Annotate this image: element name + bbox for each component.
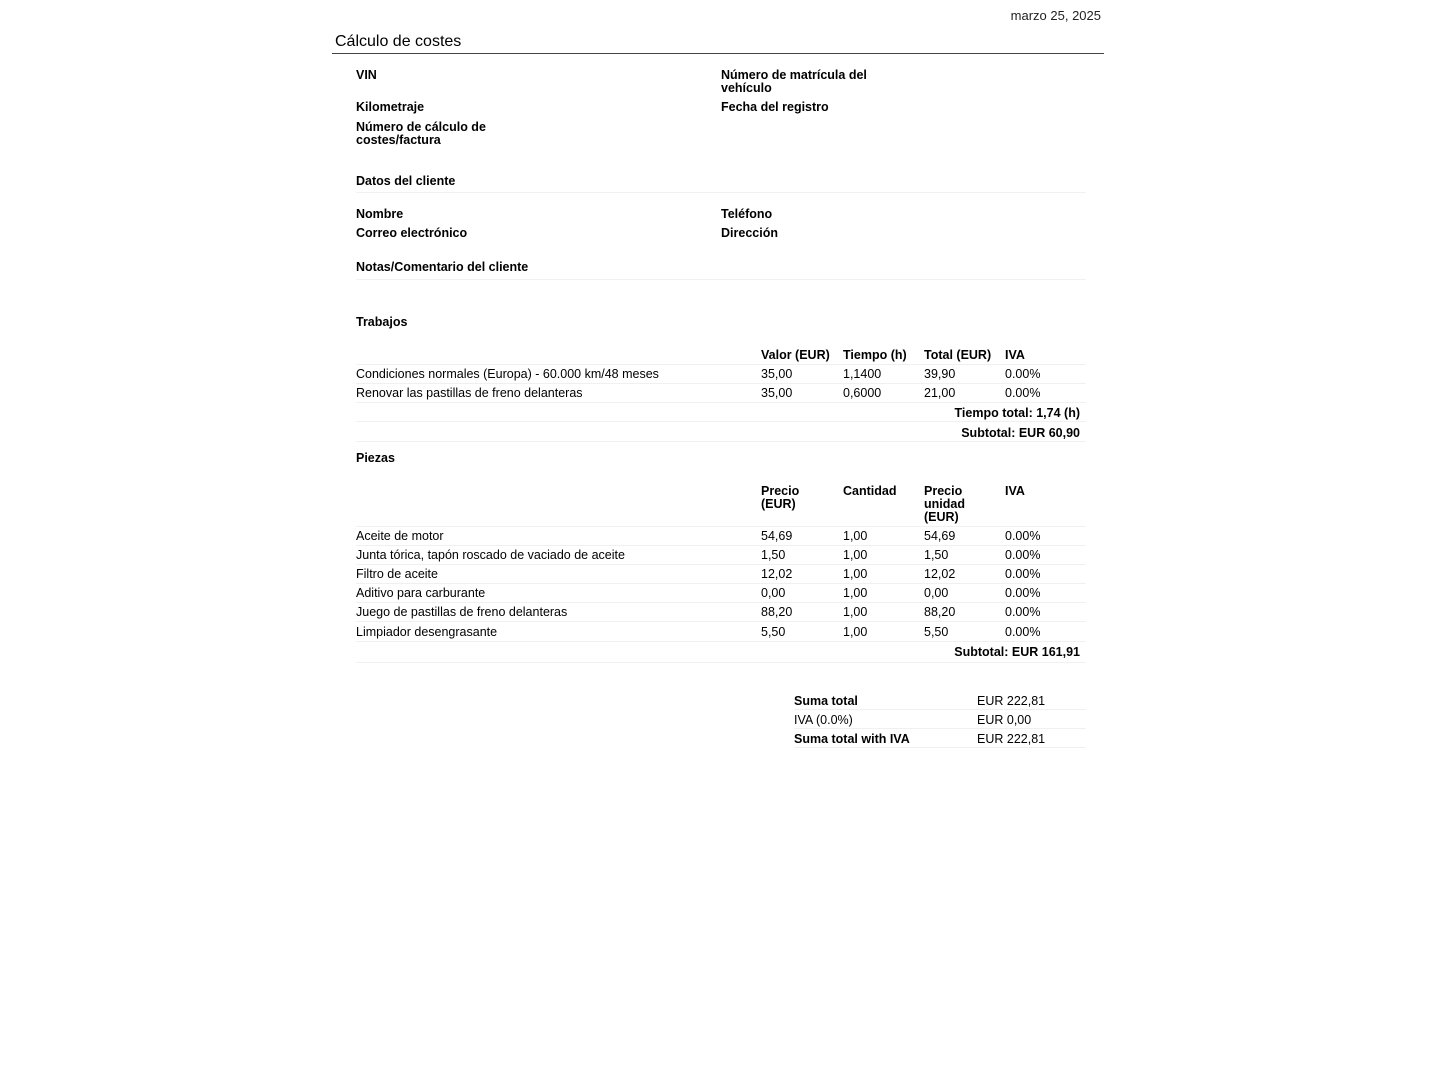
parts-row-qty: 1,00 [843, 548, 868, 562]
parts-row-price: 5,50 [761, 625, 786, 639]
plate-label: Número de matrícula del vehículo [721, 68, 867, 95]
parts-row-unit: 54,69 [924, 529, 956, 543]
parts-row-rule [356, 583, 1086, 584]
parts-subtotal-rule [356, 662, 1086, 663]
parts-row-price: 0,00 [761, 586, 786, 600]
parts-row-rule [356, 621, 1086, 622]
work-col-vat: IVA [1005, 348, 1025, 362]
work-col-time: Tiempo (h) [843, 348, 907, 362]
parts-row-vat: 0.00% [1005, 586, 1041, 600]
work-col-total: Total (EUR) [924, 348, 992, 362]
work-section-title: Trabajos [356, 315, 408, 329]
client-email-label: Correo electrónico [356, 226, 468, 240]
parts-row-price: 54,69 [761, 529, 793, 543]
parts-row-vat: 0.00% [1005, 605, 1041, 619]
sum-total-value: EUR 222,81 [977, 694, 1046, 708]
parts-row-desc: Juego de pastillas de freno delanteras [356, 605, 568, 619]
work-row-desc: Renovar las pastillas de freno delanteras [356, 386, 583, 400]
parts-row-price: 12,02 [761, 567, 793, 581]
parts-col-unit-price: Precio unidad (EUR) [924, 484, 965, 524]
client-name-label: Nombre [356, 207, 404, 221]
work-row-time: 0,6000 [843, 386, 882, 400]
work-total-rule [356, 421, 1086, 422]
work-row-desc: Condiciones normales (Europa) - 60.000 km/48 meses [356, 367, 659, 381]
work-col-value: Valor (EUR) [761, 348, 830, 362]
parts-row-vat: 0.00% [1005, 548, 1041, 562]
parts-row-unit: 0,00 [924, 586, 949, 600]
sum-total-vat-label: Suma total with IVA [794, 732, 910, 746]
parts-row-vat: 0.00% [1005, 529, 1041, 543]
parts-row-desc: Limpiador desengrasante [356, 625, 498, 639]
parts-row-unit: 88,20 [924, 605, 956, 619]
sum-total-label: Suma total [794, 694, 858, 708]
parts-row-unit: 5,50 [924, 625, 949, 639]
parts-row-rule [356, 564, 1086, 565]
work-row-vat: 0.00% [1005, 367, 1041, 381]
parts-row-rule [356, 545, 1086, 546]
work-total-time: Tiempo total: 1,74 (h) [954, 406, 1080, 420]
parts-section-title: Piezas [356, 451, 395, 465]
parts-row-price: 88,20 [761, 605, 793, 619]
vin-label: VIN [356, 68, 377, 82]
work-subtotal: Subtotal: EUR 60,90 [961, 426, 1080, 440]
work-row-total: 39,90 [924, 367, 956, 381]
parts-row-rule [356, 641, 1086, 642]
parts-row-unit: 12,02 [924, 567, 956, 581]
sum-vat-label: IVA (0.0%) [794, 713, 853, 727]
document-title: Cálculo de costes [335, 33, 462, 50]
title-divider [332, 53, 1104, 54]
work-subtotal-rule [356, 441, 1086, 442]
work-row-time: 1,1400 [843, 367, 882, 381]
parts-header-rule [356, 526, 1086, 527]
work-row-vat: 0.00% [1005, 386, 1041, 400]
client-notes-label: Notas/Comentario del cliente [356, 260, 529, 274]
notes-divider [356, 279, 1086, 280]
client-phone-label: Teléfono [721, 207, 773, 221]
registration-date-label: Fecha del registro [721, 100, 829, 114]
sum-rule [794, 747, 1086, 748]
parts-row-desc: Aditivo para carburante [356, 586, 486, 600]
parts-row-rule [356, 602, 1086, 603]
parts-row-price: 1,50 [761, 548, 786, 562]
parts-row-qty: 1,00 [843, 529, 868, 543]
parts-row-unit: 1,50 [924, 548, 949, 562]
work-row-rule [356, 383, 1086, 384]
parts-row-qty: 1,00 [843, 567, 868, 581]
parts-row-vat: 0.00% [1005, 625, 1041, 639]
client-address-label: Dirección [721, 226, 778, 240]
parts-row-vat: 0.00% [1005, 567, 1041, 581]
parts-row-desc: Aceite de motor [356, 529, 444, 543]
sum-vat-value: EUR 0,00 [977, 713, 1032, 727]
client-section-title: Datos del cliente [356, 174, 456, 188]
parts-subtotal: Subtotal: EUR 161,91 [954, 645, 1080, 659]
parts-row-desc: Filtro de aceite [356, 567, 438, 581]
work-header-rule [356, 364, 1086, 365]
parts-row-qty: 1,00 [843, 586, 868, 600]
parts-row-qty: 1,00 [843, 605, 868, 619]
parts-col-vat: IVA [1005, 484, 1025, 498]
parts-row-qty: 1,00 [843, 625, 868, 639]
sum-rule [794, 728, 1086, 729]
document-date: marzo 25, 2025 [1010, 8, 1101, 23]
parts-col-qty: Cantidad [843, 484, 897, 498]
work-row-total: 21,00 [924, 386, 956, 400]
work-row-value: 35,00 [761, 386, 793, 400]
work-row-value: 35,00 [761, 367, 793, 381]
client-divider [356, 192, 1086, 193]
sum-total-vat-value: EUR 222,81 [977, 732, 1046, 746]
sum-rule [794, 709, 1086, 710]
calc-number-label: Número de cálculo de costes/factura [356, 120, 486, 147]
work-row-rule [356, 402, 1086, 403]
parts-col-price: Precio (EUR) [761, 484, 800, 511]
parts-row-desc: Junta tórica, tapón roscado de vaciado de aceite [356, 548, 625, 562]
mileage-label: Kilometraje [356, 100, 425, 114]
